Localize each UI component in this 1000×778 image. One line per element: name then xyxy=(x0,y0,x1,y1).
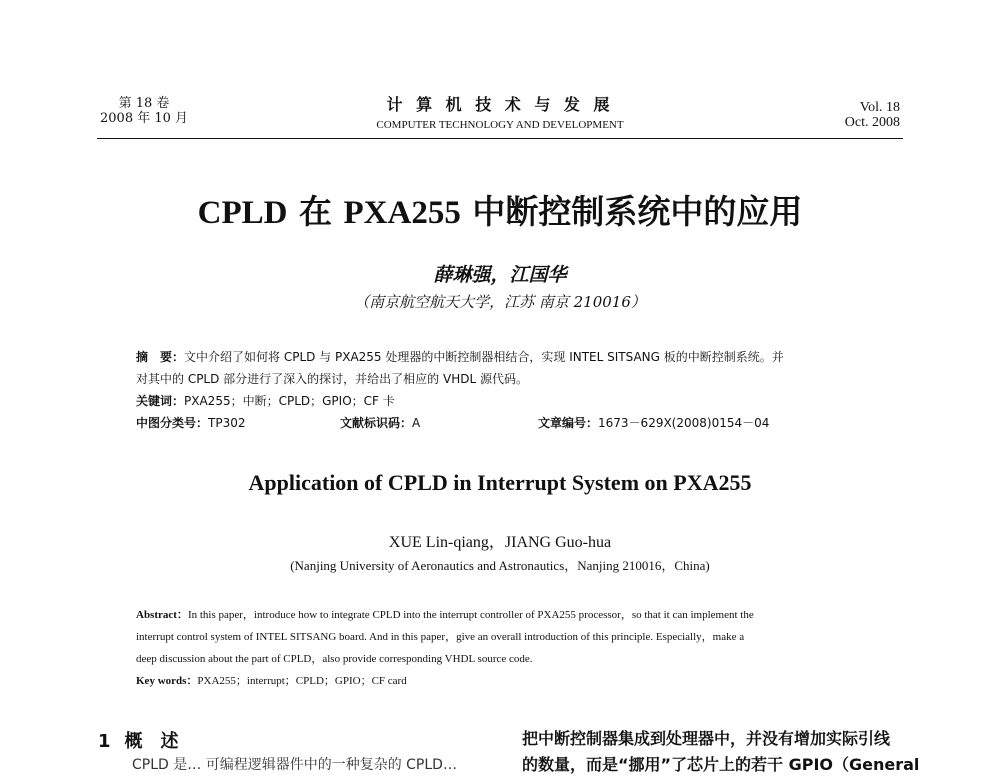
abstract-cn xyxy=(136,346,876,434)
keywords-cn-label: 关键词： xyxy=(136,394,185,408)
article-label: 文章编号： xyxy=(538,416,599,430)
header-volume-date-en xyxy=(780,100,900,130)
section-1-body-line: CPLD 是… 可编程逻辑器件中的一种复杂的 CPLD… xyxy=(132,757,457,773)
affiliation-en: (Nanjing University of Aeronautics and Astronautics，Nanjing 210016，China) xyxy=(290,558,710,573)
title-cn-part1: CPLD xyxy=(197,195,288,231)
authors-cn: 薛琳强，江国华 xyxy=(433,264,567,286)
abstract-en xyxy=(136,604,876,692)
abstract-cn-label: 摘 要： xyxy=(136,350,185,364)
journal-name-cn: 计 算 机 技 术 与 发 展 xyxy=(386,95,614,114)
header-volume-en: Vol. 18 xyxy=(859,100,900,115)
keywords-en xyxy=(136,670,876,692)
abstract-en-line2: interrupt control system of INTEL SITSANG board. And in this paper，give an overall introduction of this principle. Especially，make a xyxy=(136,631,745,643)
paper-title-cn xyxy=(100,186,900,233)
right-column-text xyxy=(522,726,920,778)
section-1-title: 概述 xyxy=(124,731,197,752)
abstract-cn-text1: 文中介绍了如何将 CPLD 与 PXA255 处理器的中断控制器相结合，实现 INTEL SITSANG 板的中断控制系统。并 xyxy=(184,350,784,364)
right-column-line2: 的数量，而是“挪用”了芯片上的若干 GPIO（General xyxy=(522,755,920,774)
right-column-line1: 把中断控制器集成到处理器中，并没有增加实际引线 xyxy=(522,729,891,748)
classification-row xyxy=(136,412,876,434)
clc-value: TP302 xyxy=(208,416,246,430)
header-volume-date-cn xyxy=(100,96,188,126)
title-cn-part3: PXA255 xyxy=(343,195,461,231)
abstract-cn-line1 xyxy=(136,346,876,368)
title-cn-part4: 中断控制系统中的应用 xyxy=(460,192,803,231)
clc-number xyxy=(136,412,246,434)
clc-label: 中图分类号： xyxy=(136,416,209,430)
abstract-en-text1: In this paper，introduce how to integrate CPLD into the interrupt controller of PXA255 processor，so that it can implement the xyxy=(187,609,754,621)
paper-title-en: Application of CPLD in Interrupt System on PXA255 xyxy=(248,470,752,495)
header-date-en: Oct. 2008 xyxy=(844,115,900,130)
title-cn-part2: 在 xyxy=(287,192,344,231)
keywords-en-label: Key words： xyxy=(136,675,198,687)
doc-label: 文献标识码： xyxy=(340,416,413,430)
keywords-en-text: PXA255；interrupt；CPLD；GPIO；CF card xyxy=(197,675,407,687)
doc-code xyxy=(340,412,420,434)
abstract-en-label: Abstract： xyxy=(136,609,188,621)
section-1-heading xyxy=(98,727,197,753)
article-number xyxy=(538,412,769,434)
section-1-number: 1 xyxy=(98,731,111,752)
header-date-cn: 2008 年 10 月 xyxy=(100,111,189,126)
abstract-cn-line2: 对其中的 CPLD 部分进行了深入的探讨，并给出了相应的 VHDL 源代码。 xyxy=(136,372,528,386)
authors-en: XUE Lin-qiang，JIANG Guo-hua xyxy=(388,534,612,551)
abstract-en-line1 xyxy=(136,604,876,626)
article-value: 1673－629X(2008)0154－04 xyxy=(598,416,770,430)
abstract-en-line3: deep discussion about the part of CPLD，also provide corresponding VHDL source code. xyxy=(136,653,533,665)
doc-value: A xyxy=(412,416,421,430)
header-volume-cn: 第 18 卷 xyxy=(118,96,170,111)
keywords-cn-text: PXA255；中断；CPLD；GPIO；CF 卡 xyxy=(184,394,395,408)
keywords-cn xyxy=(136,390,876,412)
journal-name-en: COMPUTER TECHNOLOGY AND DEVELOPMENT xyxy=(376,119,624,131)
header-rule xyxy=(97,138,903,139)
affiliation-cn: （南京航空航天大学，江苏 南京 210016） xyxy=(354,293,646,311)
journal-masthead xyxy=(330,92,670,131)
